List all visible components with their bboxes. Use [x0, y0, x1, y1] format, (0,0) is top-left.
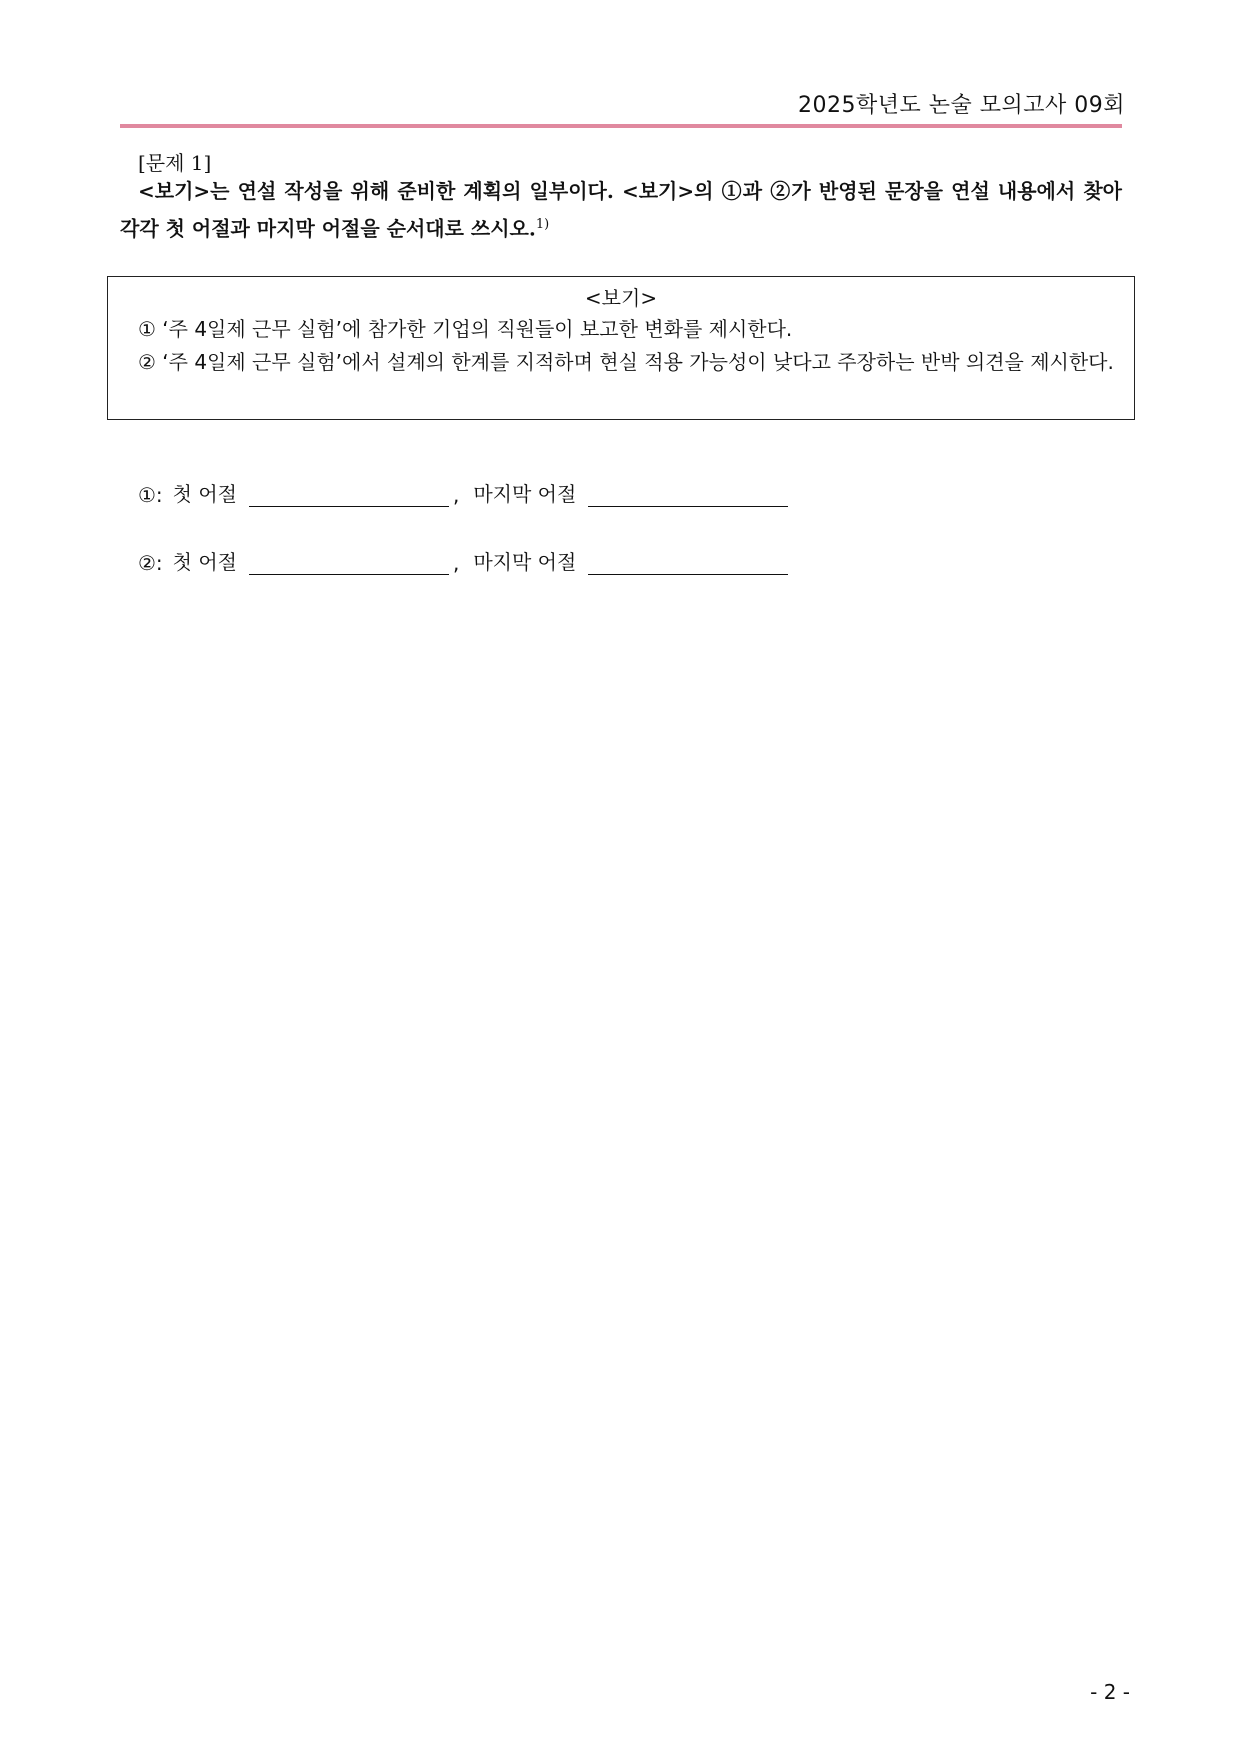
answer-row-2 [138, 546, 792, 575]
answer-label: ②: [138, 551, 163, 575]
answer-label: ①: [138, 483, 163, 507]
page-number: - 2 - [1090, 1680, 1130, 1704]
first-word-label: 첫 어절 [172, 482, 237, 506]
last-word-blank[interactable] [588, 482, 788, 507]
last-word-blank[interactable] [588, 550, 788, 575]
example-item-2: ② ‘주 4일제 근무 실험’에서 설계의 한계를 지적하며 현실 적용 가능성이 낮다고 주장하는 반박 의견을 제시한다. [138, 350, 1114, 374]
question-number: [문제 1] [138, 151, 212, 175]
first-word-blank[interactable] [249, 550, 449, 575]
question-text [120, 175, 1122, 246]
first-word-label: 첫 어절 [172, 550, 237, 574]
example-box [107, 276, 1135, 420]
question-body: <보기>는 연설 작성을 위해 준비한 계획의 일부이다. <보기>의 ①과 ②가 반영된 문장을 연설 내용에서 찾아 각각 첫 어절과 마지막 어절을 순서대로 쓰시오. [120, 179, 1122, 241]
page-header-title: 2025학년도 논술 모의고사 09회 [798, 93, 1125, 118]
comma: , [453, 483, 460, 507]
last-word-label: 마지막 어절 [473, 482, 577, 506]
header-divider [120, 124, 1122, 128]
example-item-1: ① ‘주 4일제 근무 실험’에 참가한 기업의 직원들이 보고한 변화를 제시한다. [138, 317, 793, 341]
footnote-marker: 1) [535, 217, 550, 232]
first-word-blank[interactable] [249, 482, 449, 507]
answer-row-1 [138, 478, 792, 507]
comma: , [453, 551, 460, 575]
example-box-title: <보기> [584, 286, 658, 310]
last-word-label: 마지막 어절 [473, 550, 577, 574]
